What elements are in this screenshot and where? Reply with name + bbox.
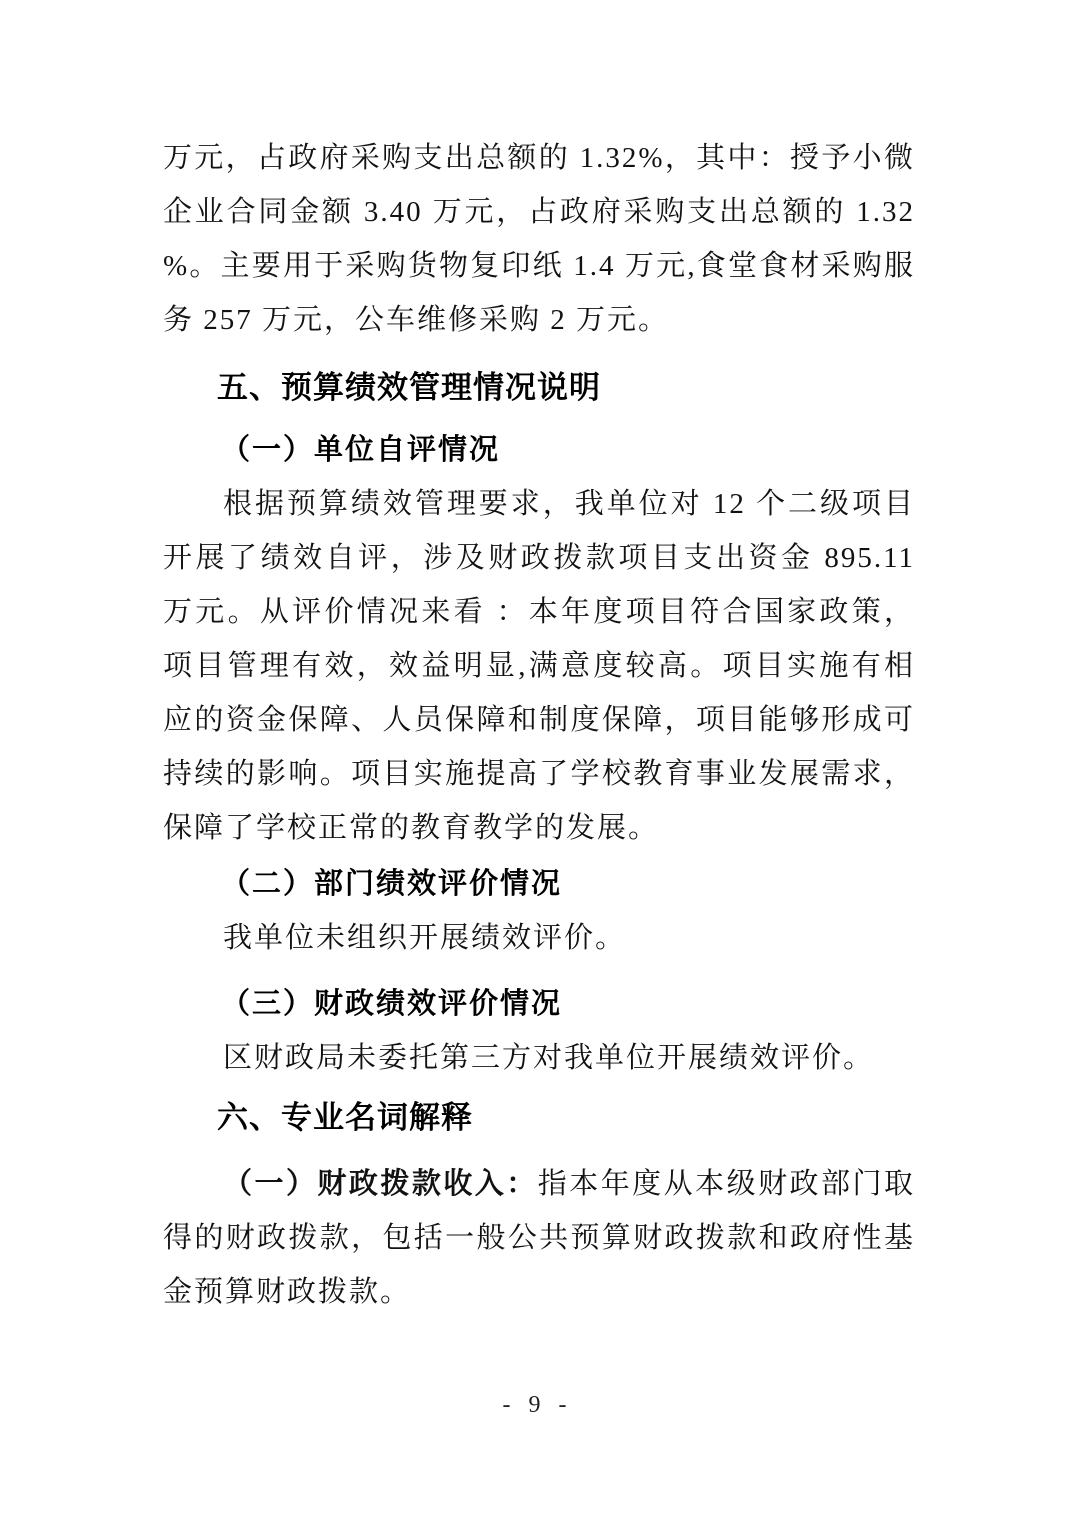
paragraph-term-fiscal-appropriation: [163, 1157, 915, 1319]
paragraph-procurement-continuation: 万元，占政府采购支出总额的 1.32%，其中：授予小微企业合同金额 3.40 万元，占政府采购支出总额的 1.32 %。主要用于采购货物复印纸 1.4 万元,食堂食材采购服务 257 万元，公车维修采购 2 万元。: [163, 142, 915, 336]
subsection-heading-fiscal-evaluation: （三）财政绩效评价情况: [221, 988, 563, 1020]
paragraph-fiscal-evaluation: 区财政局未委托第三方对我单位开展绩效评价。: [223, 1042, 875, 1074]
page-number: - 9 -: [502, 1392, 573, 1418]
section-heading-performance-management: 五、预算绩效管理情况说明: [217, 370, 601, 405]
subsection-heading-department-evaluation: （二）部门绩效评价情况: [221, 868, 563, 900]
section-heading-terminology: 六、专业名词解释: [217, 1100, 473, 1135]
term-definition-fiscal-appropriation-income: 指本年度从本级财政部门取得的财政拨款，包括一般公共预算财政拨款和政府性基金预算财政拨款。: [163, 1168, 915, 1308]
page-content: [163, 131, 915, 1319]
subsection-heading-self-evaluation: （一）单位自评情况: [221, 434, 501, 466]
paragraph-self-evaluation: 根据预算绩效管理要求，我单位对 12 个二级项目开展了绩效自评，涉及财政拨款项目支出资金 895.11 万元。从评价情况来看 ：本年度项目符合国家政策，项目管理有效，效益明显,满意度较高。项目实施有相应的资金保障、人员保障和制度保障，项目能够形成可持续的影响。项目实施提高了学校教育事业发展需求，保障了学校正常的教育教学的发展。: [163, 488, 915, 844]
paragraph-department-evaluation: 我单位未组织开展绩效评价。: [223, 922, 627, 954]
term-lead-fiscal-appropriation-income: （一）财政拨款收入：: [223, 1168, 538, 1200]
